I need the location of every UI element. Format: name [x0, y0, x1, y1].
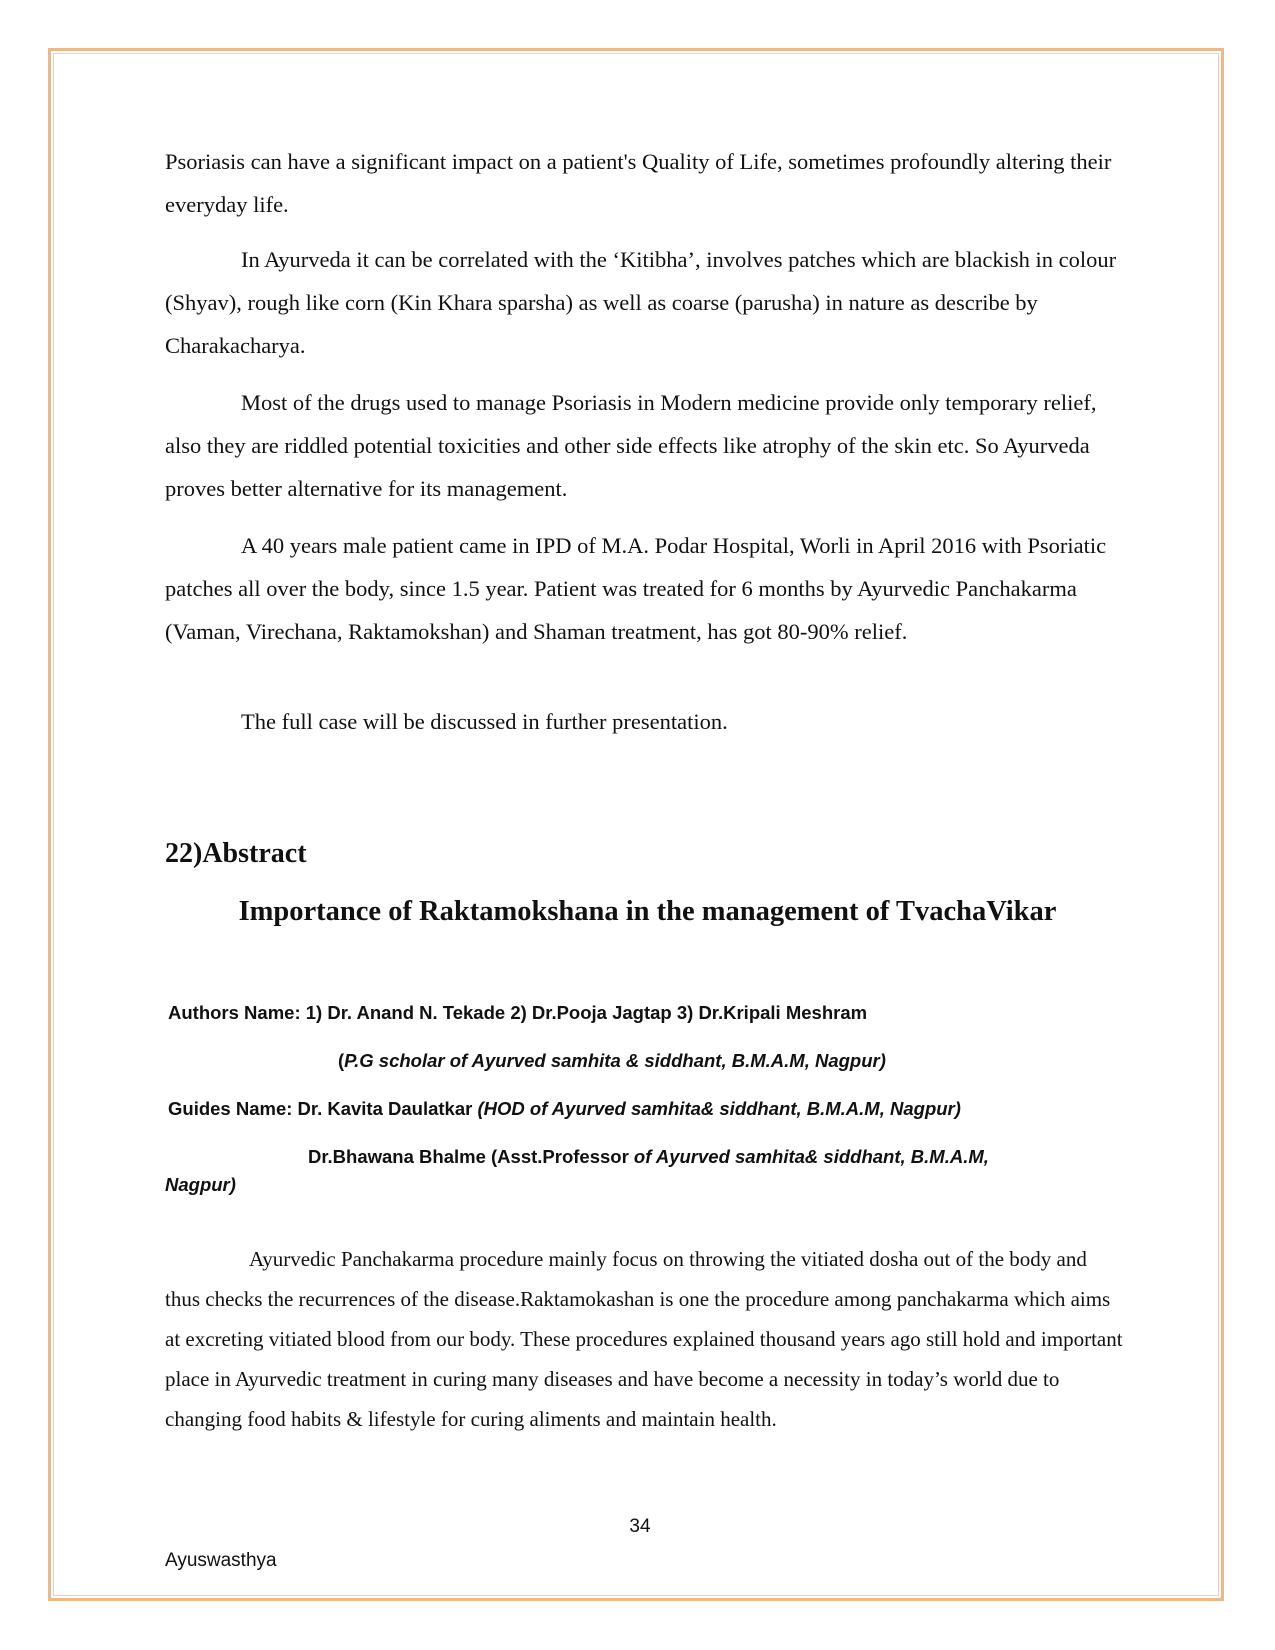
guides-line: Guides Name: Dr. Kavita Daulatkar (HOD of Ayurved samhita& siddhant, B.M.A.M, Nagpur) [168, 1098, 961, 1119]
paragraph-further-presentation: The full case will be discussed in further presentation. [241, 709, 728, 734]
paragraph-quality-of-life: Psoriasis can have a significant impact on a patient's Quality of Life, sometimes profoundly altering their everyday life. [165, 149, 1112, 217]
paragraph-kitibha: In Ayurveda it can be correlated with the ‘Kitibha’, involves patches which are blackish in colour (Shyav), rough like corn (Kin Khara sparsha) as well as coarse (parusha) in nature as describe by Charakacharya. [165, 247, 1117, 358]
page-number: 34 [629, 1516, 651, 1537]
paragraph-modern-medicine: Most of the drugs used to manage Psoriasis in Modern medicine provide only temporary relief, also they are riddled potential toxicities and other side effects like atrophy of the skin etc. So Ayurveda proves better alternative for its management. [165, 390, 1097, 501]
guide2-line-cont: Nagpur) [165, 1174, 236, 1195]
guide2-line: Dr.Bhawana Bhalme (Asst.Professor of Ayurved samhita& siddhant, B.M.A.M, [308, 1146, 989, 1167]
abstract-text: Ayurvedic Panchakarma procedure mainly focus on throwing the vitiated dosha out of the body and thus checks the recurrences of the disease.Raktamokashan is one the procedure among panchakarma which aims at excreting vitiated blood from our body. These procedures explained thousand years ago still hold and important place in Ayurvedic treatment in curing many diseases and have become a necessity in today’s world due to changing food habits & lifestyle for curing aliments and maintain health. [165, 1247, 1123, 1431]
abstract-title: Importance of Raktamokshana in the management of TvachaVikar [238, 896, 1057, 927]
authors-affiliation: (P.G scholar of Ayurved samhita & siddhant, B.M.A.M, Nagpur) [338, 1050, 886, 1071]
authors-line: Authors Name: 1) Dr. Anand N. Tekade 2) Dr.Pooja Jagtap 3) Dr.Kripali Meshram [168, 1002, 868, 1023]
paragraph-case-description: A 40 years male patient came in IPD of M.A. Podar Hospital, Worli in April 2016 with Psoriatic patches all over the body, since 1.5 year. Patient was treated for 6 months by Ayurvedic Panchakarma (Vaman, Virechana, Raktamokshan) and Shaman treatment, has got 80-90% relief. [165, 533, 1107, 644]
section-heading: 22)Abstract [165, 838, 307, 869]
footer-journal-name: Ayuswasthya [165, 1550, 277, 1571]
